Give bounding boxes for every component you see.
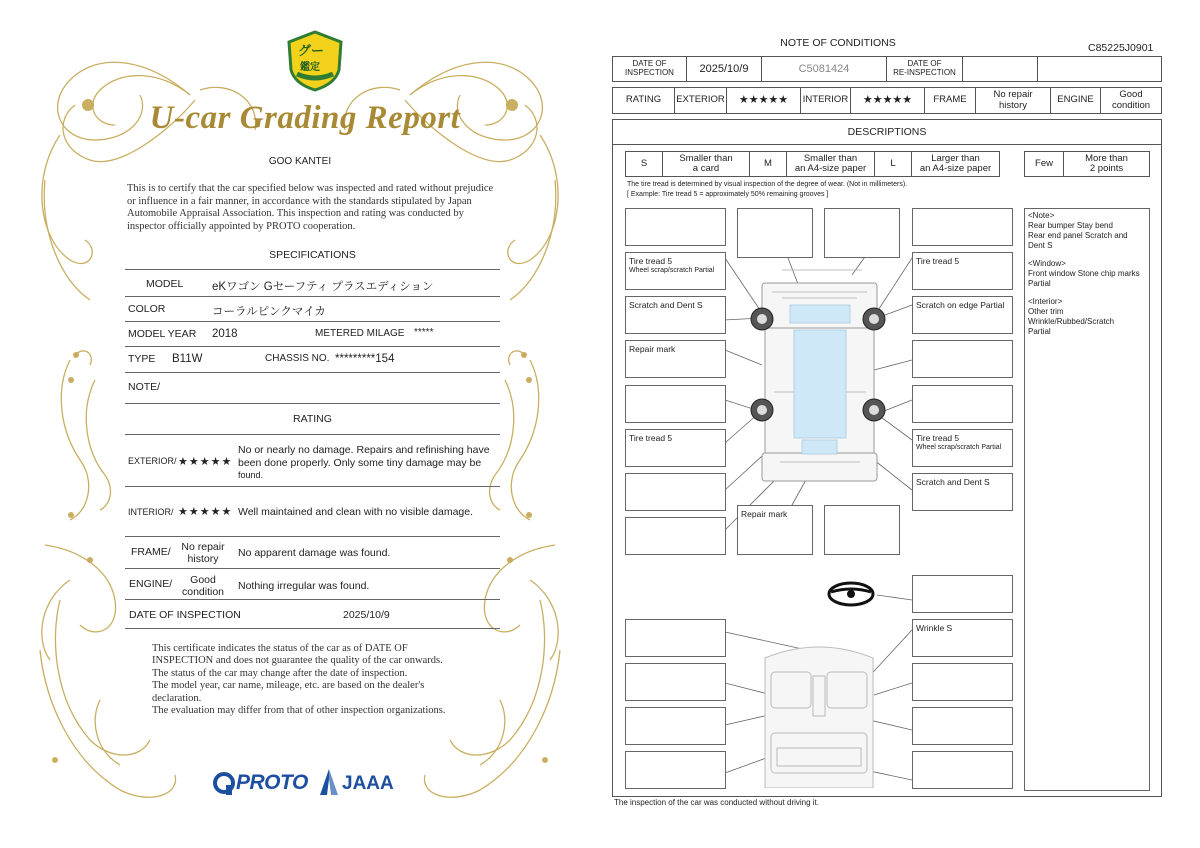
- report-title: U-car Grading Report: [149, 100, 461, 136]
- interior-description: Well maintained and clean with no visible damage.: [238, 506, 474, 518]
- divider: [125, 628, 500, 629]
- comment-box: [625, 340, 726, 378]
- engine-description: Nothing irregular was found.: [238, 580, 370, 592]
- comment-text: Wheel scrap/scratch Partial: [629, 266, 715, 274]
- date-of-inspection-label: DATE OF INSPECTION: [129, 609, 241, 621]
- comment-box: [625, 429, 726, 467]
- frame-value: No repair history: [975, 87, 1051, 114]
- legend-few-desc: More than 2 points: [1063, 151, 1150, 177]
- comment-box: [912, 663, 1013, 701]
- engine-value: Good condition: [1100, 87, 1162, 114]
- comment-box: [824, 505, 900, 555]
- exterior-description: No or nearly no damage. Repairs and refinishing have been done properly. Only some tiny damage may be: [238, 444, 490, 469]
- type-label: TYPE: [128, 353, 156, 365]
- divider: [125, 599, 500, 600]
- proto-logo-text: PROTO: [236, 771, 308, 794]
- legend-s: S: [625, 151, 663, 177]
- date-of-inspection-value: 2025/10/9: [343, 609, 390, 621]
- disclaimer: [152, 643, 482, 717]
- metered-mileage-value: *****: [414, 327, 434, 338]
- comment-box: [625, 751, 726, 789]
- inspection-code-value: C5081424: [761, 56, 887, 82]
- model-value: eKワゴン Gセーフティ プラスエディション: [212, 281, 434, 293]
- badge-bottom-text: 鑑定: [300, 62, 320, 73]
- comment-box: [625, 473, 726, 511]
- descriptions-heading: DESCRIPTIONS: [612, 119, 1162, 145]
- comment-box: [824, 208, 900, 258]
- rating-heading: RATING: [293, 413, 332, 425]
- reinspection-value: [962, 56, 1038, 82]
- divider: [125, 434, 500, 435]
- divider: [125, 269, 500, 270]
- color-label: COLOR: [128, 303, 166, 315]
- comment-box: [625, 619, 726, 657]
- divider: [125, 403, 500, 404]
- note-label: NOTE/: [128, 381, 161, 393]
- legend-l: L: [874, 151, 912, 177]
- report-subtitle: GOO KANTEI: [268, 156, 332, 167]
- divider: [125, 321, 500, 322]
- interior-stars: ★★★★★: [178, 506, 233, 518]
- disclaimer-line: INSPECTION and does not guarantee the quality of the car onwards.: [152, 655, 443, 667]
- specifications-heading: SPECIFICATIONS: [269, 249, 356, 261]
- steering-wheel-icon: [826, 580, 876, 608]
- comment-text: Wheel scrap/scratch Partial: [916, 443, 1002, 451]
- legend-s-desc: Smaller than a card: [662, 151, 750, 177]
- model-label: MODEL: [146, 278, 184, 290]
- exterior-label: EXTERIOR/: [128, 456, 177, 466]
- type-value: B11W: [172, 353, 203, 365]
- divider: [125, 536, 500, 537]
- notes-panel: [1024, 208, 1150, 791]
- legend-l-desc: Larger than an A4-size paper: [911, 151, 1000, 177]
- jaaa-logo-text: JAAA: [342, 773, 394, 794]
- comment-box: [912, 473, 1013, 511]
- frame-value: No repair history: [181, 541, 225, 565]
- legend-few: Few: [1024, 151, 1064, 177]
- reinspection-code: [1037, 56, 1162, 82]
- comment-text: Scratch and Dent S: [629, 300, 703, 310]
- divider: [125, 346, 500, 347]
- interior-stars: ★★★★★: [850, 87, 925, 114]
- divider: [125, 568, 500, 569]
- comment-box: [625, 208, 726, 246]
- comment-box: [912, 707, 1013, 745]
- comment-box: [912, 208, 1013, 246]
- reference-code: C85225J0901: [1088, 42, 1154, 54]
- metered-mileage-label: METERED MILAGE: [315, 328, 405, 339]
- comment-text: Tire tread 5: [629, 256, 673, 266]
- frame-label: FRAME: [924, 87, 976, 114]
- footer-note: The inspection of the car was conducted without driving it.: [614, 798, 819, 807]
- rating-label: RATING: [612, 87, 675, 114]
- chassis-label: CHASSIS NO.: [265, 353, 330, 364]
- comment-box: [625, 517, 726, 555]
- date-of-inspection-header: DATE OF INSPECTION: [612, 56, 687, 82]
- tread-note: The tire tread is determined by visual inspection of the degree of wear. (Not in millimeters). [ Example: Tire tread 5 = approximately 50% remaining grooves ]: [627, 181, 908, 198]
- comment-box: [625, 385, 726, 423]
- exterior-label: EXTERIOR: [674, 87, 727, 114]
- frame-label: FRAME/: [131, 546, 171, 558]
- disclaimer-line: This certificate indicates the status of the car as of DATE OF: [152, 643, 408, 654]
- disclaimer-line: The evaluation may differ from that of other inspection organizations.: [152, 705, 446, 717]
- jaaa-logo-icon: [318, 769, 340, 797]
- comment-box: [625, 296, 726, 334]
- comment-text: Scratch and Dent S: [916, 477, 990, 487]
- interior-label: INTERIOR/: [128, 507, 174, 517]
- notes-text: <Note> Rear bumper Stay bend Rear end panel Scratch and Dent S <Window> Front window Stone chip marks Partial <Interior> Other trim Wrinkle/Rubbed/Scratch Partial: [1028, 211, 1140, 336]
- divider: [125, 372, 500, 373]
- proto-logo-icon: [212, 771, 236, 797]
- disclaimer-line: The status of the car may change after the date of inspection.: [152, 667, 408, 679]
- comment-box: [912, 429, 1013, 467]
- comment-box: [912, 340, 1013, 378]
- comment-box: [625, 252, 726, 290]
- comment-text: Repair mark: [629, 344, 676, 354]
- comment-box: [625, 663, 726, 701]
- disclaimer-line: The model year, car name, mileage, etc. are based on the dealer's: [152, 680, 425, 692]
- legend-m: M: [749, 151, 787, 177]
- chassis-value: *********154: [335, 353, 395, 365]
- comment-box: [625, 707, 726, 745]
- comment-box: [737, 505, 813, 555]
- exterior-stars: ★★★★★: [178, 456, 233, 468]
- divider: [125, 296, 500, 297]
- reinspection-header: DATE OF RE-INSPECTION: [886, 56, 963, 82]
- legend-m-desc: Smaller than an A4-size paper: [786, 151, 875, 177]
- engine-value: Good condition: [181, 574, 225, 598]
- exterior-description-end: found.: [238, 470, 264, 480]
- comment-box: [912, 296, 1013, 334]
- disclaimer-line: declaration.: [152, 692, 202, 704]
- divider: [125, 486, 500, 487]
- model-year-value: 2018: [212, 328, 238, 340]
- comment-text: Repair mark: [741, 509, 788, 519]
- badge-top-text: グー: [298, 43, 325, 58]
- comment-box: [912, 575, 1013, 613]
- engine-label: ENGINE/: [129, 578, 173, 590]
- comment-text: Wrinkle S: [916, 623, 953, 633]
- color-value: コーラルピンクマイカ: [212, 306, 326, 318]
- comment-box: [737, 208, 813, 258]
- inspection-date-value: 2025/10/9: [686, 56, 762, 82]
- comment-box: [912, 619, 1013, 657]
- interior-label: INTERIOR: [800, 87, 851, 114]
- noc-heading: NOTE OF CONDITIONS: [780, 37, 896, 49]
- model-year-label: MODEL YEAR: [128, 328, 197, 340]
- comment-text: Scratch on edge Partial: [916, 300, 1005, 310]
- engine-label: ENGINE: [1050, 87, 1101, 114]
- comment-box: [912, 751, 1013, 789]
- frame-description: No apparent damage was found.: [238, 547, 391, 559]
- certify-text: This is to certify that the car specified below was inspected and rated without prejudice or influence in a fair manner, in accordance with the standards stipulated by Japan Automobile Appraisal Association. This inspection and rating was conducted by inspector officially appointed by PROTO cooperation.: [127, 183, 494, 233]
- comment-box: [912, 385, 1013, 423]
- interior-diagram: [755, 638, 883, 788]
- comment-text: Tire tread 5: [629, 433, 673, 443]
- comment-text: Tire tread 5: [916, 433, 960, 443]
- comment-box: [912, 252, 1013, 290]
- comment-text: Tire tread 5: [916, 256, 960, 266]
- exterior-stars: ★★★★★: [726, 87, 801, 114]
